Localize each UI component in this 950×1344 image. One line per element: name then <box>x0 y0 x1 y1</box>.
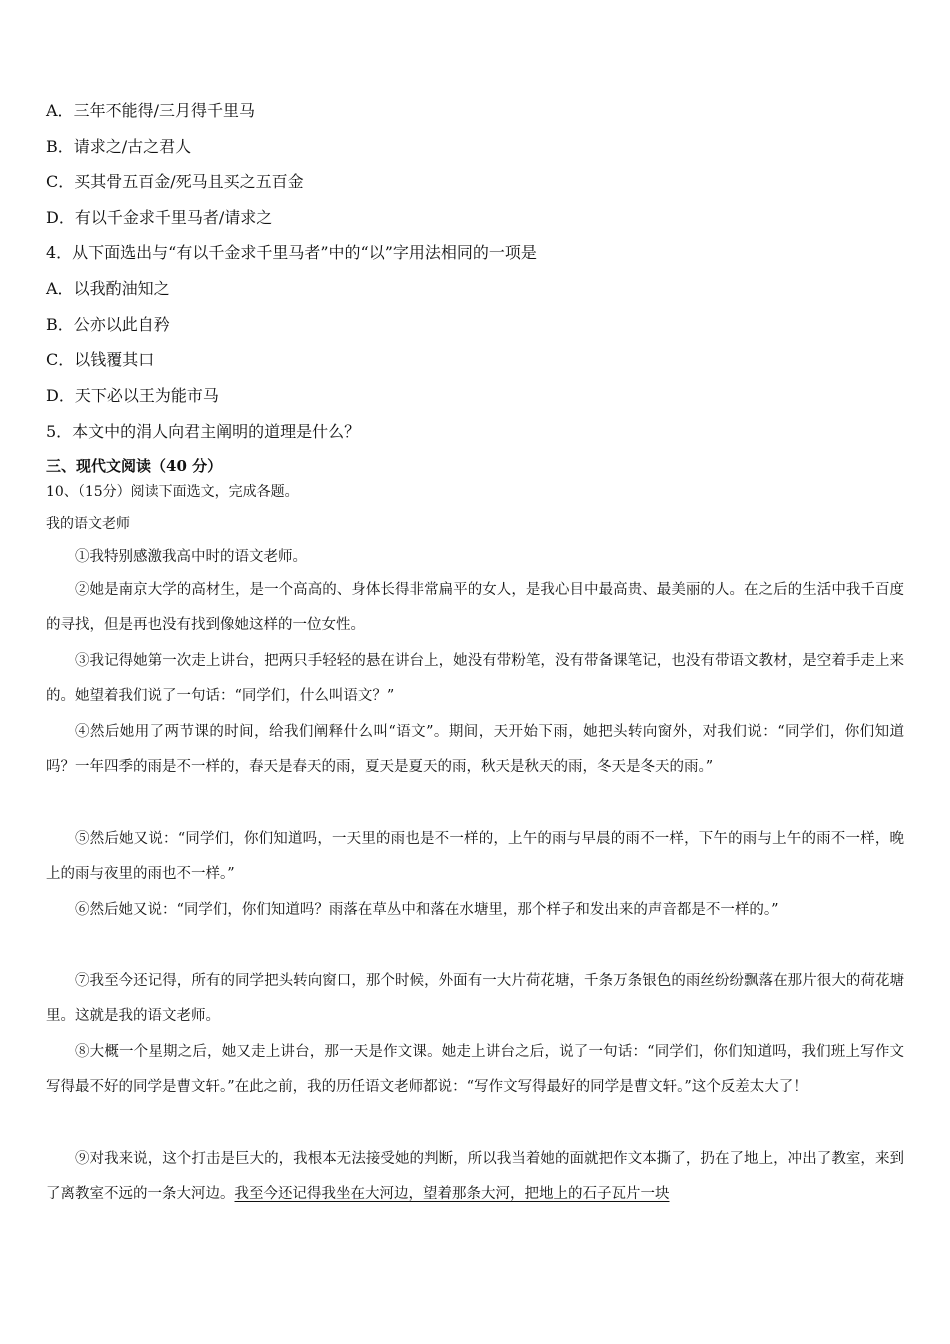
paragraph-8: ⑧大概一个星期之后，她又走上讲台，那一天是作文课。她走上讲台之后，说了一句话：“同学们，你们知道吗，我们班上写作文写得最不好的同学是曹文轩。”在此之前，我的历任语文老师都说：“写作文写得最好的同学是曹文轩。”这个反差太大了！ <box>46 1044 904 1095</box>
option-letter: D． <box>46 386 75 405</box>
option-text: 天下必以王为能市马 <box>74 386 219 405</box>
q3-option-a <box>46 101 255 121</box>
option-letter: B． <box>46 315 74 334</box>
paragraph-5: ⑤然后她又说：“同学们，你们知道吗，一天里的雨也是不一样的，上午的雨与早晨的雨不一样，下午的雨与上午的雨不一样，晚上的雨与夜里的雨也不一样。” <box>46 831 904 882</box>
q4-option-d <box>46 386 219 406</box>
paragraph-7: ⑦我至今还记得，所有的同学把头转向窗口，那个时候，外面有一大片荷花塘，千条万条银色的雨丝纷纷飘落在那片很大的荷花塘里。这就是我的语文老师。 <box>46 973 904 1024</box>
option-text: 有以千金求千里马者/请求之 <box>74 208 273 227</box>
option-text: 买其骨五百金/死马且买之五百金 <box>74 172 304 191</box>
q4-option-c <box>46 350 154 370</box>
option-letter: B． <box>46 137 74 156</box>
paragraph-2: ②她是南京大学的高材生，是一个高高的、身体长得非常扁平的女人，是我心目中最高贵、最美丽的人。在之后的生活中我千百度的寻找，但是再也没有找到像她这样的一位女性。 <box>46 582 904 633</box>
paragraph-3: ③我记得她第一次走上讲台，把两只手轻轻的悬在讲台上，她没有带粉笔，没有带备课笔记，也没有带语文教材，是空着手走上来的。她望着我们说了一句话：“同学们，什么叫语文？” <box>46 653 904 704</box>
q5-stem: 5．本文中的涓人向君主阐明的道理是什么？ <box>46 422 361 441</box>
paragraph-6: ⑥然后她又说：“同学们，你们知道吗？雨落在草丛中和落在水塘里，那个样子和发出来的声音都是不一样的。” <box>75 902 779 918</box>
option-text: 以我酌油知之 <box>73 279 170 298</box>
option-letter: C． <box>46 350 75 369</box>
option-text: 三年不能得/三月得千里马 <box>73 101 255 120</box>
option-text: 公亦以此自矜 <box>73 315 170 334</box>
paragraph-1: ①我特别感激我高中时的语文老师。 <box>75 549 307 565</box>
option-letter: A． <box>46 101 74 120</box>
q3-option-d <box>46 208 272 228</box>
q3-option-c <box>46 172 304 192</box>
q10-intro: 10、（15分）阅读下面选文，完成各题。 <box>46 484 299 500</box>
section-heading: 三、现代文阅读（40 分） <box>46 457 223 475</box>
option-letter: A． <box>46 279 74 298</box>
q4-stem: 4．从下面选出与“有以千金求千里马者”中的“以”字用法相同的一项是 <box>46 243 537 262</box>
article-title: 我的语文老师 <box>46 516 130 532</box>
paragraph-9 <box>46 1142 904 1212</box>
paragraph-4: ④然后她用了两节课的时间，给我们阐释什么叫“语文”。期间，天开始下雨，她把头转向窗外，对我们说：“同学们，你们知道吗？一年四季的雨是不一样的，春天是春天的雨，夏天是夏天的雨，秋天是秋天的雨，冬天是冬天的雨。” <box>46 724 904 775</box>
q4-option-a <box>46 279 170 299</box>
paragraph-9-text: ⑨对我来说，这个打击是巨大的，我根本无法接受她的判断，所以我当着她的面就把作文本撕了，扔在了地上，冲出了教室，来到了离教室不远的一条大河边。 <box>46 1151 904 1202</box>
option-text: 请求之/古之君人 <box>73 137 192 156</box>
option-letter: C． <box>46 172 75 191</box>
q3-option-b <box>46 137 191 157</box>
paragraph-9-underlined: 我至今还记得我坐在大河边，望着那条大河，把地上的石子瓦片一块 <box>234 1186 670 1202</box>
option-text: 以钱覆其口 <box>74 350 155 369</box>
q4-option-b <box>46 315 170 335</box>
option-letter: D． <box>46 208 75 227</box>
